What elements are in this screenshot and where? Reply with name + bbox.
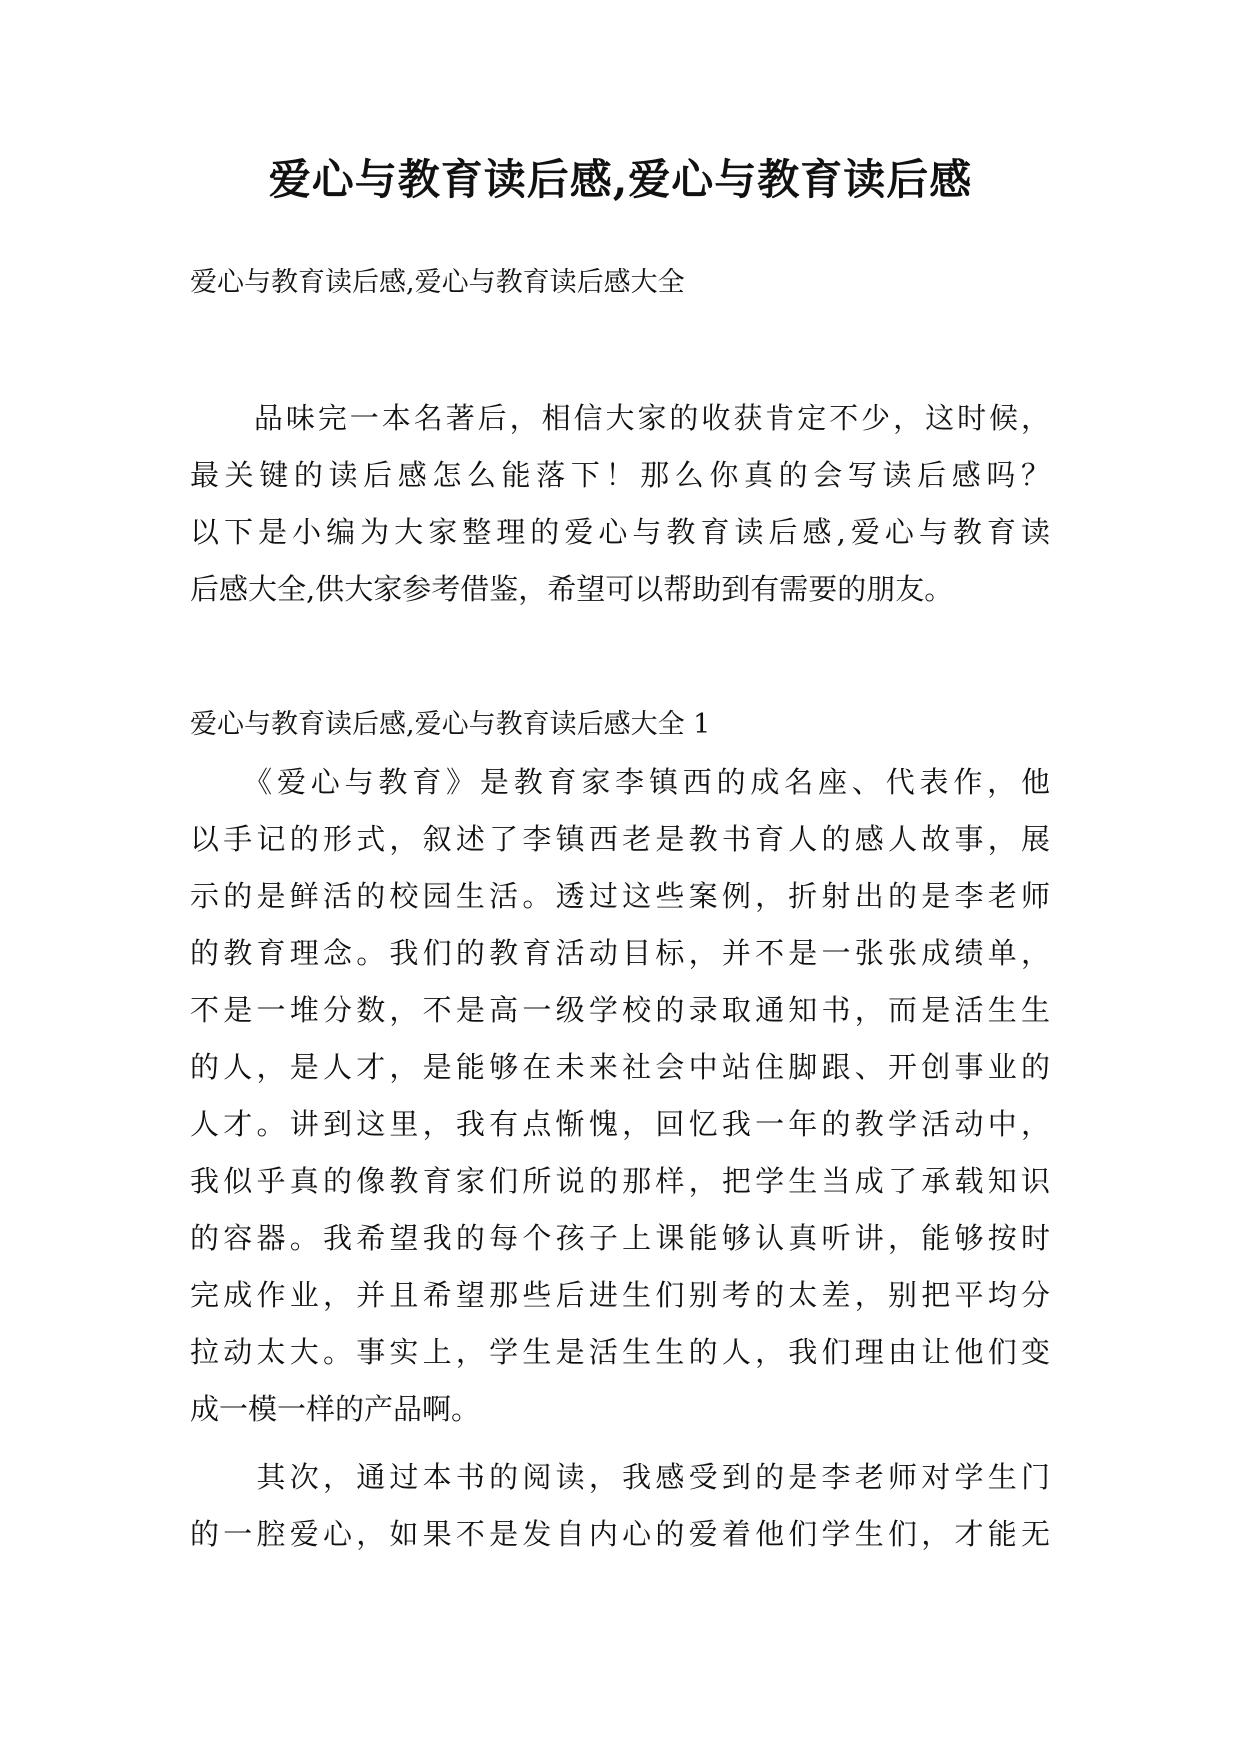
document-subtitle: 爱心与教育读后感,爱心与教育读后感大全	[190, 267, 685, 298]
paragraph-line: 《爱心与教育》是教育家李镇西的成名座、代表作，他	[190, 765, 1050, 799]
paragraph-line: 人才。讲到这里，我有点惭愧，回忆我一年的教学活动中，	[190, 1107, 1050, 1141]
intro-line: 品味完一本名著后，相信大家的收获肯定不少，这时候，	[190, 401, 1050, 435]
intro-line: 以下是小编为大家整理的爱心与教育读后感,爱心与教育读	[190, 515, 1050, 549]
paragraph-line: 的容器。我希望我的每个孩子上课能够认真听讲，能够按时	[190, 1221, 1050, 1255]
paragraph-line: 的教育理念。我们的教育活动目标，并不是一张张成绩单，	[190, 936, 1050, 970]
paragraph-line: 的一腔爱心，如果不是发自内心的爱着他们学生们，才能无	[190, 1517, 1050, 1551]
paragraph-line: 示的是鲜活的校园生活。透过这些案例，折射出的是李老师	[190, 879, 1050, 913]
paragraph-line: 成一模一样的产品啊。	[190, 1392, 481, 1426]
paragraph-line: 完成作业，并且希望那些后进生们别考的太差，别把平均分	[190, 1278, 1050, 1312]
paragraph-line: 不是一堆分数，不是高一级学校的录取通知书，而是活生生	[190, 993, 1050, 1027]
section-heading: 爱心与教育读后感,爱心与教育读后感大全 1	[190, 709, 711, 740]
paragraph-line: 其次，通过本书的阅读，我感受到的是李老师对学生门	[190, 1460, 1050, 1494]
document-title: 爱心与教育读后感,爱心与教育读后感	[268, 155, 973, 204]
paragraph-line: 我似乎真的像教育家们所说的那样，把学生当成了承载知识	[190, 1164, 1050, 1198]
intro-line: 最关键的读后感怎么能落下！那么你真的会写读后感吗？	[190, 458, 1050, 492]
paragraph-line: 的人，是人才，是能够在未来社会中站住脚跟、开创事业的	[190, 1050, 1050, 1084]
paragraph-line: 以手记的形式，叙述了李镇西老是教书育人的感人故事，展	[190, 822, 1050, 856]
intro-line: 后感大全,供大家参考借鉴，希望可以帮助到有需要的朋友。	[190, 572, 954, 606]
paragraph-line: 拉动太大。事实上，学生是活生生的人，我们理由让他们变	[190, 1335, 1050, 1369]
